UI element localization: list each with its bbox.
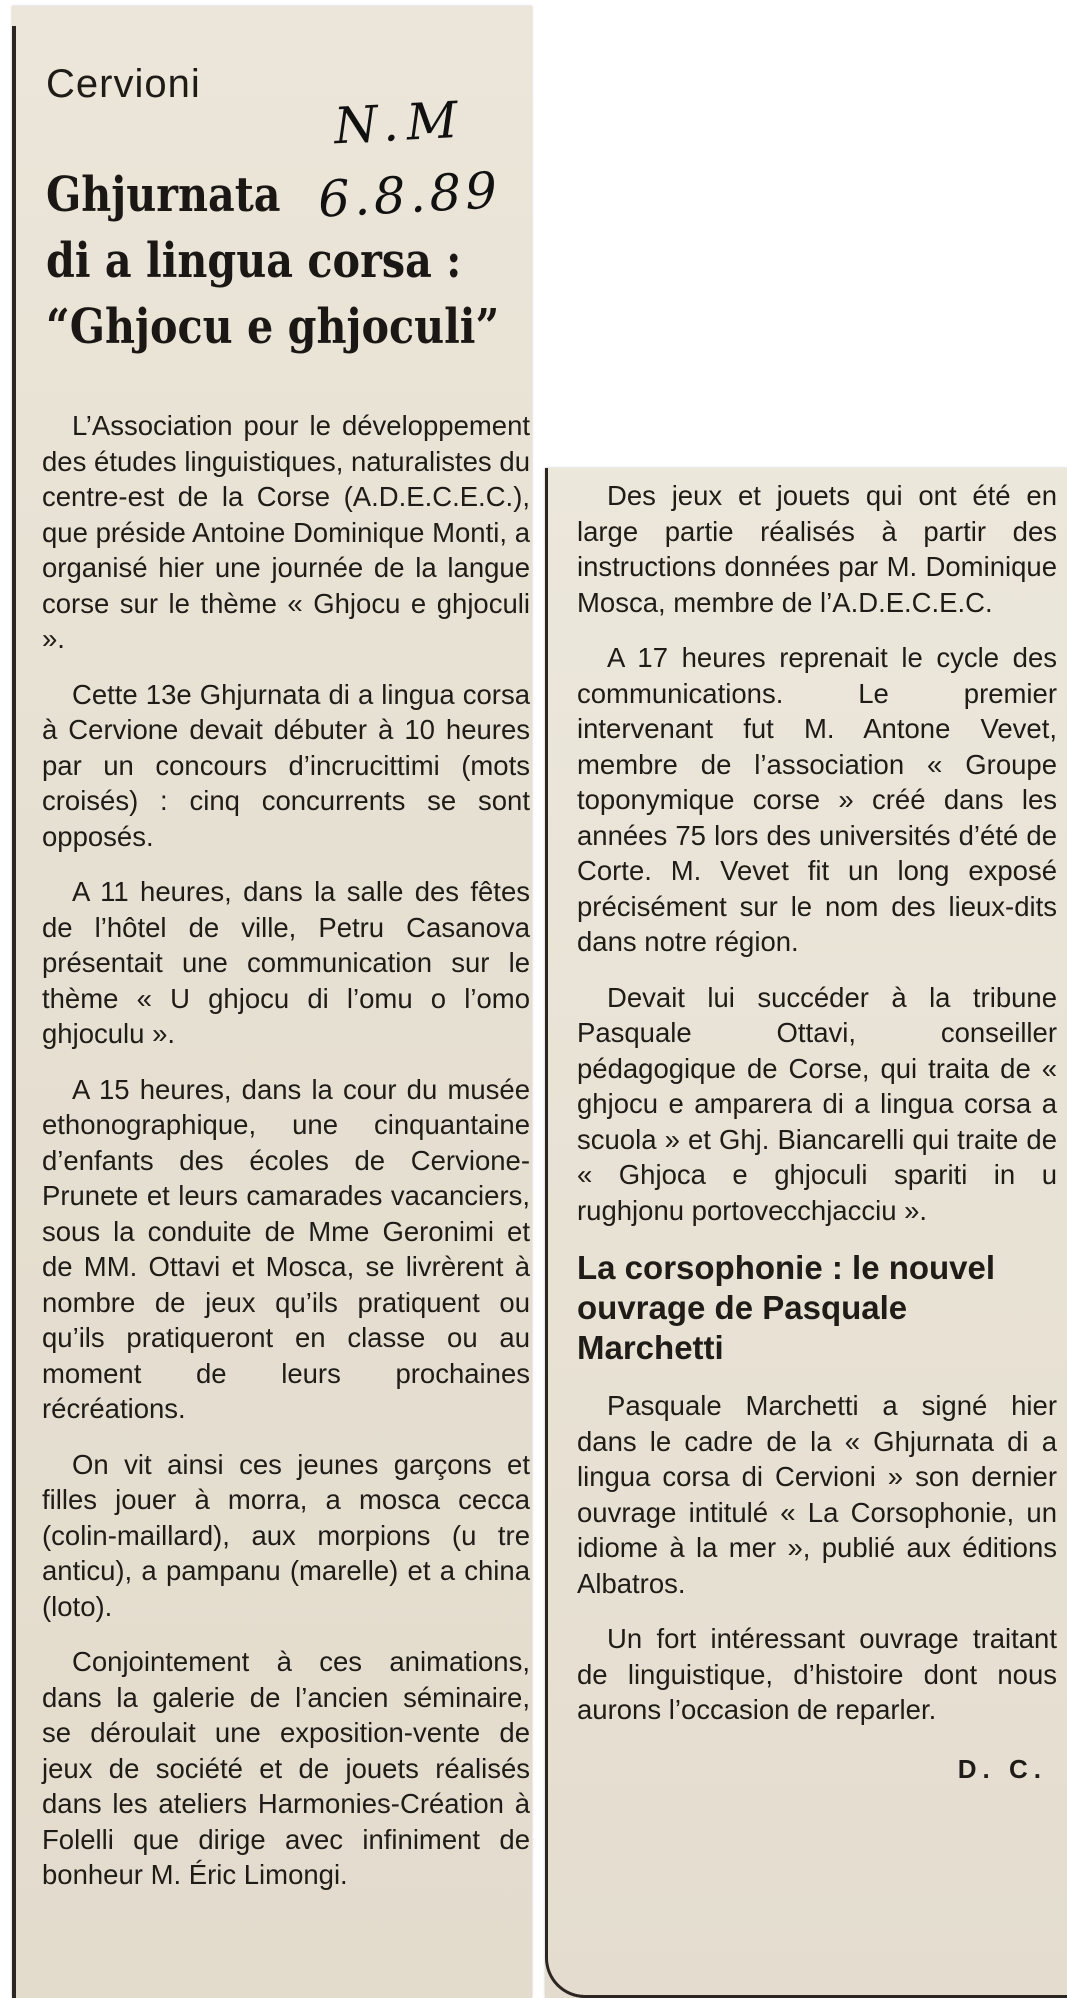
headline-line: “Ghjocu e ghjoculi” [46, 299, 500, 355]
article-paragraph: On vit ainsi ces jeunes garçons et filles jouer à morra, a mosca cecca (colin-maillard), aux morpions (u tre anticu), a pampanu (marelle) et a china (loto). [42, 1448, 530, 1622]
article-paragraph: Cette 13e Ghjurnata di a lingua corsa à Cervione devait débuter à 10 heures par un concours d’incrucittimi (mots croisés) : cinq concurrents se sont opposés. [42, 678, 530, 852]
left-article-body [42, 408, 530, 1913]
article-paragraph: Conjointement à ces animations, dans la galerie de l’ancien séminaire, se déroulait une exposition-vente de jeux de société et de jouets réalisés dans les ateliers Harmonies-Création à Folelli que dirige avec infiniment de bonheur M. Éric Limongi. [42, 1646, 530, 1890]
right-clipping [545, 468, 1067, 1998]
article-paragraph: A 15 heures, dans la cour du musée ethonographique, une cinquantaine d’enfants des écoles de Cervione-Prunete et leurs camarades vacanciers, sous la conduite de Mme Geronimi et de MM. Ottavi et Mosca, se livrèrent à nombre de jeux qu’ils pratiquent ou qu’ils pratiqueront en classe ou au moment de leurs prochaines récréations. [42, 1073, 530, 1424]
article-paragraph: Un fort intéressant ouvrage traitant de linguistique, d’histoire dont nous aurons l’occasion de reparler. [577, 1623, 1057, 1725]
section-subheading: La corsophonie : le nouvel ouvrage de Pasquale Marchetti [577, 1249, 996, 1366]
clipping-cut-edge [545, 1935, 1067, 1998]
article-paragraph: Pasquale Marchetti a signé hier dans le cadre de la « Ghjurnata di a lingua corsa di Cervioni » son dernier ouvrage intitulé « La Corsophonie, un idiome à la mer », publié aux éditions Albatros. [577, 1390, 1057, 1599]
location-kicker: Cervioni [46, 62, 201, 106]
article-paragraph: L’Association pour le développement des études linguistiques, naturalistes du centre-est de la Corse (A.D.E.C.E.C.), que préside Antoine Dominique Monti, a organisé hier une journée de la langue corse sur le thème « Ghjocu e ghjoculi ». [42, 410, 530, 654]
headline-line: Ghjurnata [46, 167, 281, 223]
clipping-left-edge [545, 468, 548, 1958]
right-article-body [577, 478, 1057, 1787]
clipping-left-edge [12, 26, 16, 1998]
handwritten-source-note: N.M [332, 90, 468, 156]
article-paragraph: Des jeux et jouets qui ont été en large partie réalisés à partir des instructions données par M. Dominique Mosca, membre de l’A.D.E.C.E.C. [577, 480, 1057, 618]
handwritten-date-note: 6.8.89 [316, 161, 503, 229]
headline-line: di a lingua corsa : [46, 233, 462, 289]
article-paragraph: A 11 heures, dans la salle des fêtes de l’hôtel de ville, Petru Casanova présentait une communication sur le thème « U ghjocu di l’omu o l’omo ghjoculu ». [42, 876, 530, 1049]
author-signature: D. C. [957, 1753, 1047, 1784]
article-paragraph: A 17 heures reprenait le cycle des communications. Le premier intervenant fut M. Antone Vevet, membre de l’association « Groupe toponymique corse » créé dans les années 75 lors des universités d’été de Corte. M. Vevet fit un long exposé précisément sur le nom des lieux-dits dans notre région. [577, 642, 1057, 957]
article-paragraph: Devait lui succéder à la tribune Pasquale Ottavi, conseiller pédagogique de Corse, qui traita de « ghjocu e amparera di a lingua corsa a scuola » et Ghj. Biancarelli qui traite de « Ghjoca e ghjoculi spariti in u rughjonu portovecchjacciu ». [577, 981, 1057, 1226]
article-headline [46, 162, 500, 360]
left-clipping [12, 6, 532, 1998]
